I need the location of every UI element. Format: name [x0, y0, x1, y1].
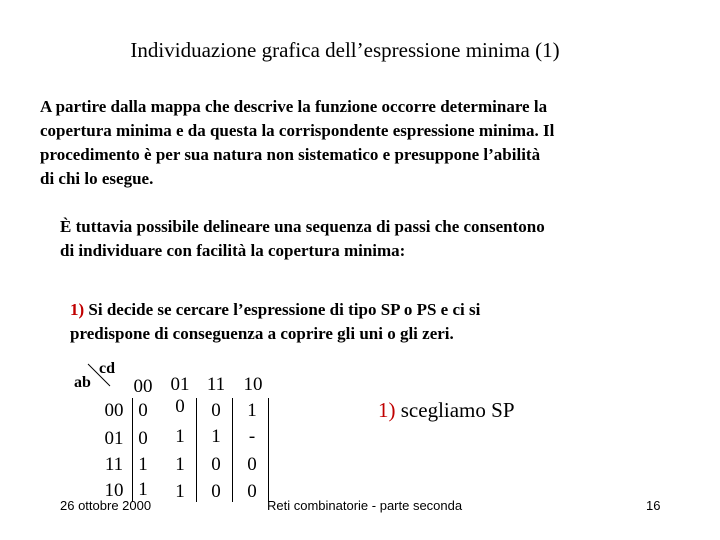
intro-line: A partire dalla mappa che descrive la funzione occorre determinare la	[40, 97, 548, 116]
step-1-line	[70, 298, 480, 322]
kmap-cell: 1	[138, 479, 148, 500]
kmap-cell: 0	[247, 454, 257, 475]
intro-line: copertura minima e da questa la corrispondente espressione minima. Il	[40, 121, 555, 140]
kmap-col-header: 00	[133, 376, 153, 397]
kmap-cell: 1	[175, 454, 185, 475]
kmap-row-header: 00	[104, 400, 124, 421]
footer-page-number: 16	[646, 498, 661, 513]
kmap-row-header: 11	[104, 454, 124, 475]
intro-line: procedimento è per sua natura non sistematico e presuppone l’abilità	[40, 145, 541, 164]
kmap-col-var: cd	[99, 360, 115, 377]
page-title: Individuazione grafica dell’espressione minima (1)	[130, 38, 560, 62]
kmap-cell: -	[248, 426, 256, 447]
intro-line: di chi lo esegue.	[40, 169, 154, 188]
intro-paragraph	[40, 95, 554, 191]
kmap-cell: 0	[211, 400, 221, 421]
kmap-row-header: 10	[104, 480, 124, 501]
footer-date: 26 ottobre 2000	[60, 498, 152, 513]
kmap-col-header: 11	[206, 374, 226, 395]
kmap-cell: 0	[211, 454, 221, 475]
step-1	[70, 298, 480, 346]
kmap-cell: 1	[175, 426, 185, 447]
kmap-cell: 1	[175, 481, 185, 502]
kmap-grid-divider	[232, 398, 233, 502]
kmap-cell: 0	[247, 481, 257, 502]
kmap-cell: 0	[211, 481, 221, 502]
steps-intro-paragraph	[60, 215, 545, 263]
choice-text: scegliamo SP	[400, 398, 515, 422]
kmap-cell: 0	[138, 428, 148, 449]
kmap-cell: 0	[138, 400, 148, 421]
kmap-col-header: 01	[170, 374, 190, 395]
kmap-cell: 1	[211, 426, 221, 447]
choice-number: 1)	[378, 398, 396, 422]
kmap-cell: 0	[175, 396, 185, 417]
kmap-row-header: 01	[104, 428, 124, 449]
step-1-number: 1)	[70, 300, 85, 319]
kmap-row-var: ab	[74, 374, 91, 391]
step-1-line: predispone di conseguenza a coprire gli uni o gli zeri.	[70, 324, 454, 343]
kmap-cell: 1	[247, 400, 257, 421]
step-1-text: Si decide se cercare l’espressione di tipo SP o PS e ci si	[88, 300, 481, 319]
choice-note	[378, 398, 515, 423]
steps-intro-line: È tuttavia possibile delineare una sequenza di passi che consentono	[60, 217, 545, 236]
steps-intro-line: di individuare con facilità la copertura minima:	[60, 241, 406, 260]
kmap-col-header: 10	[243, 374, 263, 395]
footer-course: Reti combinatorie - parte seconda	[267, 498, 463, 513]
kmap-cell: 1	[138, 454, 148, 475]
kmap-grid-divider	[196, 398, 197, 502]
